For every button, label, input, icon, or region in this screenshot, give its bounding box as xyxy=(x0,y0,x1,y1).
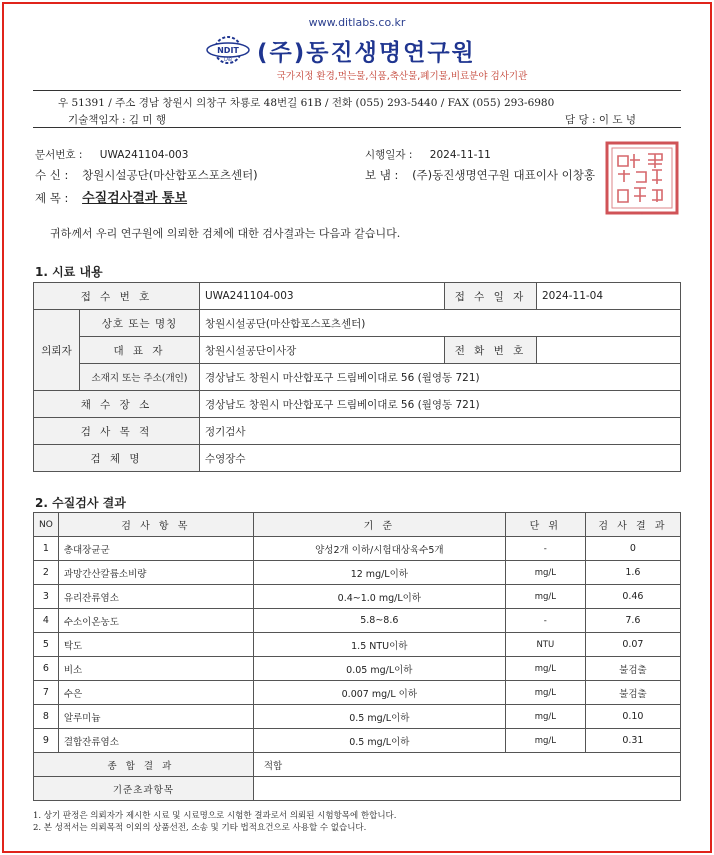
result-standard: 0.5 mg/L이하 xyxy=(253,729,505,753)
result-standard: 5.8~8.6 xyxy=(253,609,505,633)
intro-text: 귀하께서 우리 연구원에 의뢰한 검체에 대한 검사결과는 다음과 같습니다. xyxy=(50,227,401,240)
result-unit: NTU xyxy=(505,633,585,657)
exceed-label: 기준초과항목 xyxy=(34,777,254,801)
table-row xyxy=(34,561,681,585)
result-standard: 0.5 mg/L이하 xyxy=(253,705,505,729)
receipt-date-label: 접 수 일 자 xyxy=(445,283,537,310)
table-row xyxy=(34,391,681,418)
result-value: 0.31 xyxy=(585,729,680,753)
sampling-place: 경상남도 창원시 마산합포구 드림베이대로 56 (월영동 721) xyxy=(200,391,681,418)
company-logo xyxy=(205,33,476,67)
table-row xyxy=(34,537,681,561)
result-unit: mg/L xyxy=(505,657,585,681)
result-item: 알루미늄 xyxy=(58,705,253,729)
purpose: 정기검사 xyxy=(200,418,681,445)
result-value: 불검출 xyxy=(585,657,680,681)
result-value: 0.10 xyxy=(585,705,680,729)
header-standard: 기 준 xyxy=(253,513,505,537)
phone xyxy=(537,337,681,364)
result-no: 3 xyxy=(34,585,59,609)
table-row xyxy=(34,418,681,445)
client-name-label: 상호 또는 명칭 xyxy=(80,310,200,337)
representative: 창원시설공단이사장 xyxy=(200,337,445,364)
sender-label: 보 냄 : xyxy=(365,168,399,182)
result-value: 0.46 xyxy=(585,585,680,609)
sender-row xyxy=(365,167,595,183)
company-name: (주)동진생명연구원 xyxy=(257,39,476,66)
result-item: 결합잔류염소 xyxy=(58,729,253,753)
footnote: 1. 상기 판정은 의뢰자가 제시한 시료 및 시료명으로 시험한 결과로서 의뢰된 시험항목에 한합니다. xyxy=(33,811,397,821)
table-row xyxy=(34,445,681,472)
result-value: 0 xyxy=(585,537,680,561)
address-line: 우 51391 / 주소 경남 창원시 의창구 차룡로 48번길 61B / 전화 (055) 293-5440 / FAX (055) 293-6980 xyxy=(58,97,555,109)
table-row xyxy=(34,364,681,391)
table-row xyxy=(34,283,681,310)
doc-number-label: 문서번호 : xyxy=(35,149,83,161)
sample-name-label: 검 체 명 xyxy=(34,445,200,472)
website-url: www.ditlabs.co.kr xyxy=(308,16,406,29)
result-unit: - xyxy=(505,609,585,633)
summary-row xyxy=(34,753,681,777)
result-value: 0.07 xyxy=(585,633,680,657)
table-row xyxy=(34,609,681,633)
result-unit: mg/L xyxy=(505,705,585,729)
sampling-place-label: 채 수 장 소 xyxy=(34,391,200,418)
subject-row xyxy=(35,187,187,206)
sample-info-table xyxy=(33,282,681,472)
result-no: 5 xyxy=(34,633,59,657)
result-item: 수소이온농도 xyxy=(58,609,253,633)
header-result: 검 사 결 과 xyxy=(585,513,680,537)
footnotes xyxy=(33,810,396,834)
phone-label: 전 화 번 호 xyxy=(445,337,537,364)
table-row xyxy=(34,729,681,753)
exceed-items xyxy=(253,777,680,801)
header-unit: 단 위 xyxy=(505,513,585,537)
result-value: 1.6 xyxy=(585,561,680,585)
representative-label: 대 표 자 xyxy=(80,337,200,364)
result-item: 총대장균군 xyxy=(58,537,253,561)
result-item: 탁도 xyxy=(58,633,253,657)
results-table xyxy=(33,512,681,801)
summary-result: 적합 xyxy=(253,753,680,777)
recipient-label: 수 신 : xyxy=(35,168,69,182)
logo-sub-text: LAB xyxy=(224,57,232,62)
result-unit: mg/L xyxy=(505,561,585,585)
client-name: 창원시설공단(마산합포스포츠센터) xyxy=(200,310,681,337)
logo-text: NDIT xyxy=(217,46,239,55)
receipt-no: UWA241104-003 xyxy=(200,283,445,310)
issue-date: 2024-11-11 xyxy=(429,149,491,161)
header-item: 검 사 항 목 xyxy=(58,513,253,537)
table-row xyxy=(34,633,681,657)
footnote: 2. 본 성적서는 의뢰목적 이외의 상품선전, 소송 및 기타 법적요건으로 사용할 수 없습니다. xyxy=(33,823,367,833)
client-address-label: 소재지 또는 주소(개인) xyxy=(80,364,200,391)
issue-date-row xyxy=(365,147,491,162)
table-row xyxy=(34,337,681,364)
result-standard: 0.05 mg/L이하 xyxy=(253,657,505,681)
table-row xyxy=(34,585,681,609)
exceed-row xyxy=(34,777,681,801)
header-no: NO xyxy=(34,513,59,537)
table-row xyxy=(34,681,681,705)
result-standard: 12 mg/L이하 xyxy=(253,561,505,585)
company-logo-icon xyxy=(205,35,251,65)
recipient-row xyxy=(35,167,258,183)
result-value: 불검출 xyxy=(585,681,680,705)
table-row xyxy=(34,310,681,337)
result-item: 수은 xyxy=(58,681,253,705)
result-no: 8 xyxy=(34,705,59,729)
client-label: 의뢰자 xyxy=(34,310,80,391)
result-item: 유리잔류염소 xyxy=(58,585,253,609)
company-tagline: 국가지정 환경,먹는물,식품,축산물,폐기물,비료분야 검사기관 xyxy=(276,71,528,82)
section2-title: 2. 수질검사 결과 xyxy=(35,496,126,510)
result-standard: 0.007 mg/L 이하 xyxy=(253,681,505,705)
result-standard: 0.4~1.0 mg/L이하 xyxy=(253,585,505,609)
result-unit: mg/L xyxy=(505,681,585,705)
result-no: 4 xyxy=(34,609,59,633)
sender: (주)동진생명연구원 대표이사 이창홍 xyxy=(412,168,595,182)
result-unit: - xyxy=(505,537,585,561)
receipt-no-label: 접 수 번 호 xyxy=(34,283,200,310)
table-row xyxy=(34,657,681,681)
tech-manager: 기술책임자 : 김 미 행 xyxy=(68,114,167,126)
table-row xyxy=(34,705,681,729)
address-box xyxy=(33,90,681,128)
contact-person: 담 당 : 이 도 녕 xyxy=(565,114,636,126)
result-item: 과망간산칼륨소비량 xyxy=(58,561,253,585)
results-header-row xyxy=(34,513,681,537)
result-no: 9 xyxy=(34,729,59,753)
result-standard: 1.5 NTU이하 xyxy=(253,633,505,657)
subject-label: 제 목 : xyxy=(35,191,69,205)
recipient: 창원시설공단(마산합포스포츠센터) xyxy=(82,168,258,182)
results-body xyxy=(34,537,681,753)
issue-date-label: 시행일자 : xyxy=(365,149,413,161)
result-unit: mg/L xyxy=(505,585,585,609)
sample-name: 수영장수 xyxy=(200,445,681,472)
result-no: 1 xyxy=(34,537,59,561)
result-value: 7.6 xyxy=(585,609,680,633)
company-seal-icon xyxy=(604,140,680,216)
result-standard: 양성2개 이하/시험대상육수5개 xyxy=(253,537,505,561)
subject: 수질검사결과 통보 xyxy=(82,191,188,206)
purpose-label: 검 사 목 적 xyxy=(34,418,200,445)
receipt-date: 2024-11-04 xyxy=(537,283,681,310)
result-item: 비소 xyxy=(58,657,253,681)
section1-title: 1. 시료 내용 xyxy=(35,265,103,279)
client-address: 경상남도 창원시 마산합포구 드림베이대로 56 (월영동 721) xyxy=(200,364,681,391)
result-no: 7 xyxy=(34,681,59,705)
result-unit: mg/L xyxy=(505,729,585,753)
summary-label: 종 합 결 과 xyxy=(34,753,254,777)
result-no: 6 xyxy=(34,657,59,681)
doc-number-row xyxy=(35,147,188,162)
doc-number: UWA241104-003 xyxy=(99,149,189,161)
result-no: 2 xyxy=(34,561,59,585)
